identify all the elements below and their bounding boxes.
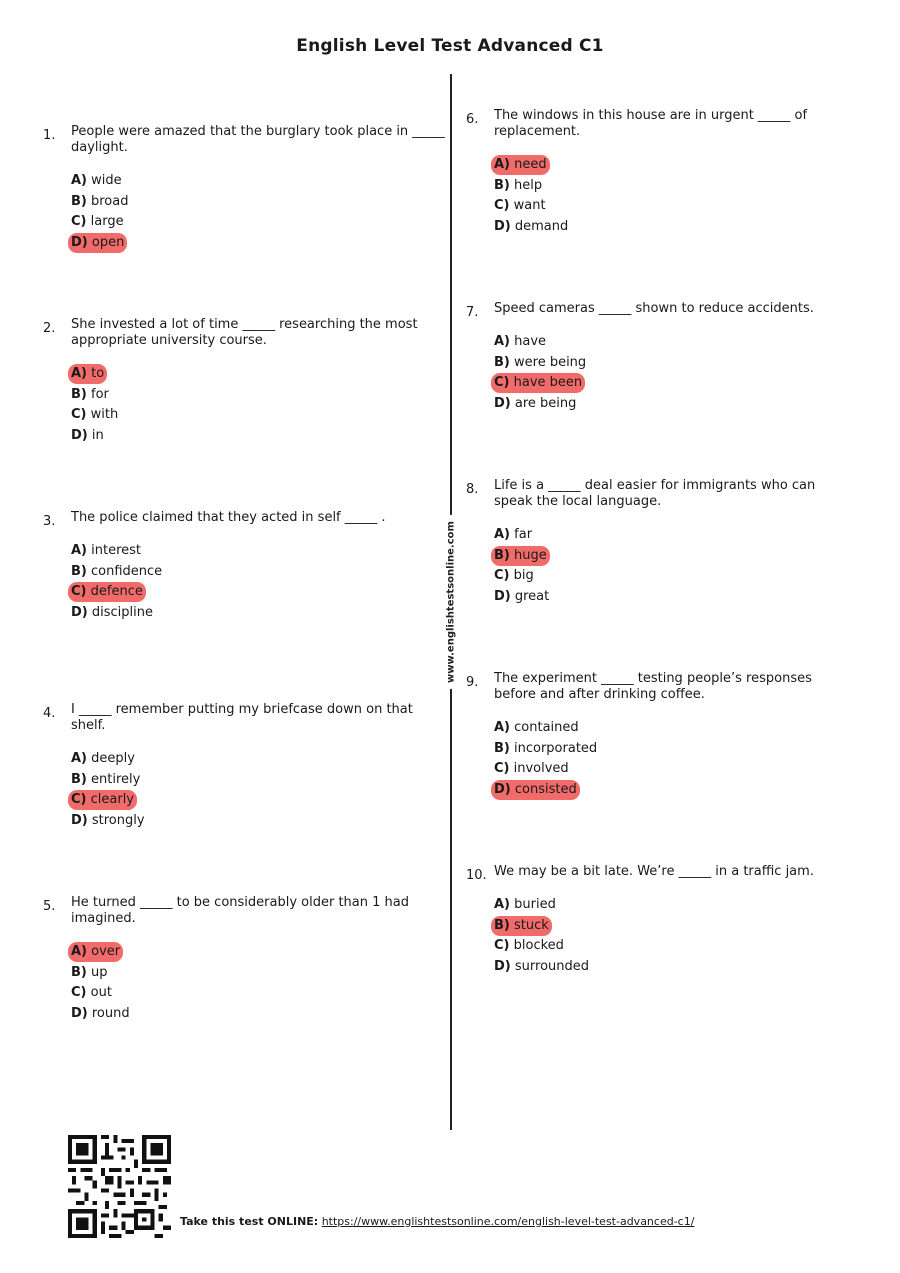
option-text: demand bbox=[514, 218, 569, 234]
option-letter: A) bbox=[494, 157, 511, 172]
option-b[interactable] bbox=[494, 546, 869, 567]
online-test-line bbox=[180, 1215, 694, 1228]
option-d[interactable] bbox=[71, 811, 446, 832]
option-letter: D) bbox=[71, 427, 88, 443]
option-letter: C) bbox=[71, 584, 87, 599]
option-text: with bbox=[90, 407, 119, 422]
option-text: clearly bbox=[90, 792, 134, 807]
option-letter: C) bbox=[494, 568, 510, 583]
question-number: 7. bbox=[466, 305, 479, 320]
option-d[interactable] bbox=[494, 780, 869, 801]
option-c[interactable] bbox=[494, 373, 869, 394]
option-a[interactable] bbox=[71, 364, 446, 385]
option-text: entirely bbox=[91, 771, 141, 787]
option-b[interactable] bbox=[71, 385, 446, 406]
option-a[interactable] bbox=[71, 942, 446, 963]
option-letter: B) bbox=[494, 547, 510, 563]
option-letter: D) bbox=[494, 781, 511, 797]
question-number: 9. bbox=[466, 675, 479, 690]
option-a[interactable] bbox=[71, 541, 446, 562]
option-b[interactable] bbox=[71, 562, 446, 583]
question-3 bbox=[43, 510, 446, 623]
option-d[interactable] bbox=[494, 957, 869, 978]
option-letter: A) bbox=[71, 173, 88, 188]
question-number: 8. bbox=[466, 482, 479, 497]
option-text: deeply bbox=[91, 751, 135, 766]
option-text: consisted bbox=[514, 781, 577, 797]
option-letter: C) bbox=[71, 985, 87, 1000]
question-text: Speed cameras _____ shown to reduce accidents. bbox=[494, 301, 814, 316]
option-letter: A) bbox=[71, 366, 88, 381]
question-number: 5. bbox=[43, 899, 56, 914]
option-letter: B) bbox=[71, 193, 87, 209]
option-a[interactable] bbox=[71, 749, 446, 770]
option-letter: D) bbox=[71, 1005, 88, 1021]
option-c[interactable] bbox=[71, 405, 446, 426]
option-a[interactable] bbox=[494, 718, 869, 739]
option-b[interactable] bbox=[71, 963, 446, 984]
option-d[interactable] bbox=[71, 1004, 446, 1025]
question-5 bbox=[43, 895, 446, 1024]
option-d[interactable] bbox=[71, 603, 446, 624]
question-number: 4. bbox=[43, 706, 56, 721]
option-b[interactable] bbox=[494, 739, 869, 760]
option-c[interactable] bbox=[494, 566, 869, 587]
option-text: for bbox=[91, 386, 109, 402]
option-letter: A) bbox=[71, 751, 88, 766]
option-text: are being bbox=[514, 395, 577, 411]
option-text: blocked bbox=[513, 938, 564, 953]
option-c[interactable] bbox=[494, 759, 869, 780]
option-text: round bbox=[91, 1005, 130, 1021]
option-text: want bbox=[513, 198, 546, 213]
option-d[interactable] bbox=[71, 233, 446, 254]
option-a[interactable] bbox=[494, 332, 869, 353]
option-c[interactable] bbox=[71, 983, 446, 1004]
test-url-link[interactable]: https://www.englishtestsonline.com/english-level-test-advanced-c1/ bbox=[321, 1215, 695, 1228]
option-letter: B) bbox=[494, 177, 510, 193]
option-b[interactable] bbox=[494, 176, 869, 197]
question-7 bbox=[466, 301, 869, 414]
option-text: were being bbox=[514, 354, 587, 370]
option-c[interactable] bbox=[494, 936, 869, 957]
option-text: big bbox=[513, 568, 534, 583]
option-text: to bbox=[91, 366, 105, 381]
option-letter: A) bbox=[71, 944, 88, 959]
option-letter: A) bbox=[494, 527, 511, 542]
option-letter: B) bbox=[494, 354, 510, 370]
option-letter: D) bbox=[494, 218, 511, 234]
option-c[interactable] bbox=[71, 212, 446, 233]
option-text: open bbox=[91, 234, 125, 250]
option-text: defence bbox=[90, 584, 143, 599]
option-letter: A) bbox=[494, 334, 511, 349]
option-text: interest bbox=[91, 543, 142, 558]
option-text: need bbox=[514, 157, 547, 172]
question-2 bbox=[43, 317, 446, 446]
question-text: I _____ remember putting my briefcase down on that shelf. bbox=[71, 702, 413, 733]
option-letter: C) bbox=[71, 214, 87, 229]
option-text: surrounded bbox=[514, 958, 589, 974]
option-letter: A) bbox=[71, 543, 88, 558]
option-text: far bbox=[514, 527, 533, 542]
option-text: incorporated bbox=[514, 740, 598, 756]
question-text: He turned _____ to be considerably older than 1 had imagined. bbox=[71, 895, 409, 926]
option-letter: D) bbox=[494, 958, 511, 974]
option-text: confidence bbox=[91, 563, 163, 579]
question-text: People were amazed that the burglary took place in _____ daylight. bbox=[71, 124, 445, 155]
option-letter: C) bbox=[494, 938, 510, 953]
question-text: Life is a _____ deal easier for immigrants who can speak the local language. bbox=[494, 478, 816, 509]
site-watermark: www.englishtestsonline.com bbox=[446, 515, 457, 689]
question-number: 3. bbox=[43, 514, 56, 529]
option-letter: D) bbox=[71, 234, 88, 250]
option-b[interactable] bbox=[71, 192, 446, 213]
option-letter: D) bbox=[71, 812, 88, 828]
option-text: have been bbox=[513, 375, 583, 390]
option-letter: D) bbox=[71, 604, 88, 620]
question-number: 1. bbox=[43, 128, 56, 143]
option-d[interactable] bbox=[494, 217, 869, 238]
option-letter: B) bbox=[494, 917, 510, 933]
option-letter: B) bbox=[71, 386, 87, 402]
option-text: discipline bbox=[91, 604, 153, 620]
option-text: great bbox=[514, 588, 550, 604]
question-9 bbox=[466, 671, 869, 800]
option-a[interactable] bbox=[494, 155, 869, 176]
question-text: The windows in this house are in urgent _____ of replacement. bbox=[494, 108, 808, 139]
option-c[interactable] bbox=[71, 790, 446, 811]
option-letter: B) bbox=[494, 740, 510, 756]
question-number: 10. bbox=[466, 868, 487, 883]
option-text: huge bbox=[514, 547, 547, 563]
option-c[interactable] bbox=[494, 196, 869, 217]
option-text: in bbox=[91, 427, 104, 443]
option-text: buried bbox=[514, 897, 556, 912]
page-title: English Level Test Advanced C1 bbox=[296, 36, 604, 56]
question-number: 6. bbox=[466, 112, 479, 127]
question-text: She invested a lot of time _____ researching the most appropriate university course. bbox=[71, 317, 418, 348]
question-number: 2. bbox=[43, 321, 56, 336]
option-b[interactable] bbox=[494, 353, 869, 374]
question-text: The experiment _____ testing people’s responses before and after drinking coffee. bbox=[494, 671, 812, 702]
option-c[interactable] bbox=[71, 582, 446, 603]
option-letter: D) bbox=[494, 395, 511, 411]
option-letter: C) bbox=[494, 198, 510, 213]
option-text: over bbox=[91, 944, 121, 959]
option-text: contained bbox=[514, 720, 579, 735]
question-text: The police claimed that they acted in self _____ . bbox=[71, 510, 386, 525]
option-letter: B) bbox=[71, 563, 87, 579]
option-text: involved bbox=[513, 761, 569, 776]
option-letter: B) bbox=[71, 964, 87, 980]
option-letter: A) bbox=[494, 720, 511, 735]
option-d[interactable] bbox=[494, 394, 869, 415]
option-a[interactable] bbox=[494, 895, 869, 916]
question-text: We may be a bit late. We’re _____ in a traffic jam. bbox=[494, 864, 814, 879]
question-8 bbox=[466, 478, 869, 607]
option-letter: C) bbox=[71, 792, 87, 807]
option-a[interactable] bbox=[494, 525, 869, 546]
option-text: out bbox=[90, 985, 112, 1000]
question-1 bbox=[43, 124, 446, 253]
option-text: stuck bbox=[514, 917, 549, 933]
option-text: up bbox=[91, 964, 108, 980]
option-b[interactable] bbox=[71, 770, 446, 791]
option-letter: A) bbox=[494, 897, 511, 912]
option-text: wide bbox=[91, 173, 122, 188]
option-d[interactable] bbox=[494, 587, 869, 608]
option-d[interactable] bbox=[71, 426, 446, 447]
question-10 bbox=[466, 864, 869, 977]
option-letter: C) bbox=[494, 761, 510, 776]
option-letter: C) bbox=[71, 407, 87, 422]
question-6 bbox=[466, 108, 869, 237]
online-label: Take this test ONLINE: bbox=[180, 1215, 319, 1228]
option-text: strongly bbox=[91, 812, 145, 828]
option-letter: B) bbox=[71, 771, 87, 787]
qr-code-icon[interactable] bbox=[68, 1135, 171, 1238]
option-text: have bbox=[514, 334, 547, 349]
option-letter: D) bbox=[494, 588, 511, 604]
question-4 bbox=[43, 702, 446, 831]
option-text: broad bbox=[91, 193, 129, 209]
option-b[interactable] bbox=[494, 916, 869, 937]
option-text: help bbox=[514, 177, 543, 193]
option-text: large bbox=[90, 214, 124, 229]
option-letter: C) bbox=[494, 375, 510, 390]
option-a[interactable] bbox=[71, 171, 446, 192]
